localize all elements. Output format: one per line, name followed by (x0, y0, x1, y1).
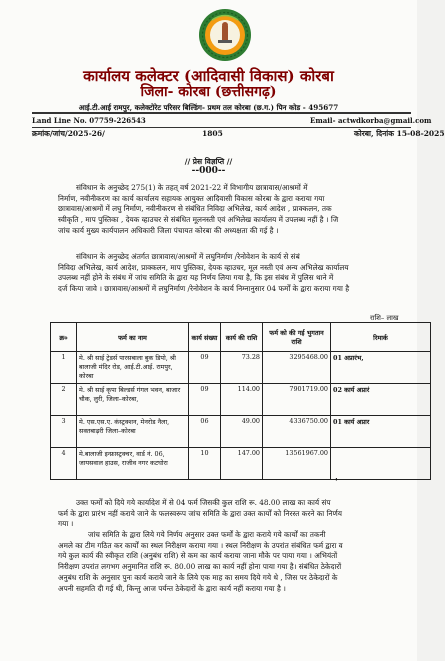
cell-amount: 49.00 (221, 416, 263, 448)
paragraph-line: संविधान के अनुच्छेद अंतर्गत छात्रावास/आश्रमों में लघुनिर्माण /रेनोवेशन के कार्य से संबं (76, 252, 300, 261)
paragraph-line: जांच समिति के द्वारा लिये गये निर्णय अनुसार उक्त फर्मों के द्वारा कराये गये कार्यों का तकनी (88, 530, 326, 540)
cell-amount: 147.00 (221, 448, 263, 480)
cell-count: 10 (189, 448, 221, 480)
firms-table (50, 322, 431, 480)
landline-number: Land Line No. 07759-226543 (32, 116, 146, 125)
paragraph-line: निविदा अभिलेख, कार्य आदेश, प्राक्कलन, माप पुस्तिका, देयक व्हाउचर, मूल नस्ती एवं अन्य अभिलेख कार्यालय (58, 262, 349, 272)
col-header-firm: फर्म का नाम (77, 323, 189, 352)
paragraph-line: अमले का टीम गठित कर कार्यों का स्थल निरीक्षण कराया गया । स्थल निरीक्षण के उपरांत संबंधित फर्म द्वारा व (58, 540, 343, 550)
paragraph-line: उपलब्ध नहीं होने के संबंध में जांच समिति के द्वारा यह निर्णय लिया गया है, कि इस संबंध में पुलिस थाने में (58, 273, 334, 283)
cell-paid: 7901719.00 (263, 384, 331, 416)
reference-number: क्रमांक/जांच/2025-26/ (32, 129, 105, 138)
paragraph-line: निर्माण, नवीनीकरण का कार्य कार्यालय सहायक आयुक्त आदिवासी विकास कोरबा के द्वारा कराया गया (58, 193, 325, 203)
table-row (51, 384, 431, 416)
email-address: Email- actwdkorba@gmail.com (310, 116, 432, 125)
amount-unit-label: राशि– लाख (370, 314, 399, 322)
cell-count: 09 (189, 384, 221, 416)
district-title: जिला- कोरबा (छत्तीसगढ़) (140, 84, 277, 100)
paragraph-line: गये कुल कार्य की स्वीकृत राशि (अनुबंध राशि) से कम का कार्य कराया जाना मौके पर पाया गया । अभियंतों (58, 551, 338, 561)
cell-sno: 4 (51, 448, 77, 480)
reference-line (32, 129, 445, 140)
paragraph-line: दर्ज किया जावे । छात्रावास/आश्रमों में लघुनिर्माण /रेनोवेशन के कार्य निम्नानुसार 04 फर्मों के द्वारा कराया गया है (58, 284, 350, 294)
cell-paid: 13561967.00 (263, 448, 331, 480)
cell-firm: मे. श्री साई कृपा बिल्डर्स गंगल भवन, बाजार चौक, लुरी, जिला–कोरबा, (77, 384, 189, 416)
chhattisgarh-emblem-icon (198, 8, 252, 62)
paragraph-line: जांच कार्य मुख्य कार्यपालन अधिकारी जिला पंचायत कोरबा की अध्यक्षता की गई है । (58, 225, 279, 235)
cell-count: 06 (189, 416, 221, 448)
col-header-amount: कार्य की राशि (221, 323, 263, 352)
stray-mark: ' (335, 478, 338, 488)
paragraph-line: स्वीकृति , माप पुस्तिका , देयक व्हाउचर से संबंधित मूलनस्ती एवं अभिलेख कार्यालय में उपलब्ध नहीं है । जि (58, 215, 339, 225)
col-header-count: कार्य संख्या (189, 323, 221, 352)
cell-sno: 3 (51, 416, 77, 448)
cell-count: 09 (189, 352, 221, 384)
dispatch-number: 1805 (202, 129, 223, 138)
table-row (51, 448, 431, 480)
heading-separator: --000-- (191, 166, 226, 176)
cell-paid: 4336750.00 (263, 416, 331, 448)
cell-firm: मे.बालाजी इन्फ्रास्ट्रक्चर, वार्ड नं. 06, जायसवाल हाउस, राजीव नगर कटघोरा (77, 448, 189, 480)
cell-paid: 3295468.00 (263, 352, 331, 384)
paragraph-line: फर्म के द्वारा प्रारंभ नहीं कराये जाने के फलस्वरूप जांच समिति के द्वारा उक्त कार्यों को निरस्त करने का निर्णय (58, 508, 342, 518)
cell-sno: 2 (51, 384, 77, 416)
cell-remark: 01 कार्य अप्रार (331, 416, 431, 448)
paragraph-3 (58, 498, 418, 594)
cell-remark (331, 448, 431, 480)
cell-amount: 114.00 (221, 384, 263, 416)
contact-bar (32, 112, 432, 128)
paragraph-line: अपनी सहमति दी गई थी, किन्तु आज पर्यन्त ठेकेदारों के द्वारा कार्य नहीं कराया गया है । (58, 583, 286, 593)
paragraph-line: उक्त फर्मों को दिये गये कार्यादेश में से 04 फर्म जिसकी कुल राशि रू. 48.00 लाख का कार्य संप (76, 498, 331, 507)
cell-firm: मे. एस.एस.ए. कंस्ट्रक्शन, मेनरोड नैला, सक्तबाढ़री जिला–कोरबा (77, 416, 189, 448)
document-date: कोरबा, दिनांक 15-08-2025 (354, 129, 445, 138)
cell-firm: मे. श्री साई ट्रेडर्स पारसबाला बुक डिपो, श्री बालाजी मंदिर रोड, आई.टी.आई. रामपुर, कोरबा (77, 352, 189, 384)
paragraph-line: निरीक्षण उपरांत लगभग अनुमानित राशि रू. 80.00 लाख का कार्य नहीं होना पाया गया है। संबंधित ठेकेदारों (58, 562, 342, 572)
col-header-paid: फर्म को की गई भुगतान राशि (263, 323, 331, 352)
office-title: कार्यालय कलेक्टर (आदिवासी विकास) कोरबा (83, 67, 334, 85)
col-header-sno: क्र० (51, 323, 77, 352)
table-row (51, 416, 431, 448)
col-header-remark: रिमार्क (331, 323, 431, 352)
paragraph-1 (58, 183, 418, 236)
paragraph-line: छात्रावास/आश्रमों में लघु निर्माण, नवीनीकरण से संबंधित निविदा अभिलेख, कार्य आदेश , प्राक्कलन, तक (58, 204, 332, 214)
press-release-heading: // प्रेस विज्ञप्ति // (184, 157, 233, 166)
paragraph-line: संविधान के अनुच्छेद 275(1) के तहत् वर्ष 2021-22 में विभागीय छात्रावास/आश्रमों में (76, 183, 308, 192)
table-header-row (51, 323, 431, 352)
cell-remark: 02 कार्य अप्रारं (331, 384, 431, 416)
paragraph-line: गया । (58, 519, 74, 529)
office-address: आई.टी.आई रामपुर, कलेक्टोरेट परिसर बिल्डिंग- प्रथम तल कोरबा (छ.ग.) पिन कोड - 495677 (78, 103, 339, 112)
paragraph-line: अनुबंध राशि के अनुसार पुनः कार्य कराये जाने के लिये एक माह का समय दिये गये थे , जिस पर ठेकेदारों के (58, 572, 338, 582)
cell-amount: 73.28 (221, 352, 263, 384)
cell-remark: 01 अप्रारंभ, (331, 352, 431, 384)
table-row (51, 352, 431, 384)
cell-sno: 1 (51, 352, 77, 384)
paragraph-2 (58, 252, 418, 295)
